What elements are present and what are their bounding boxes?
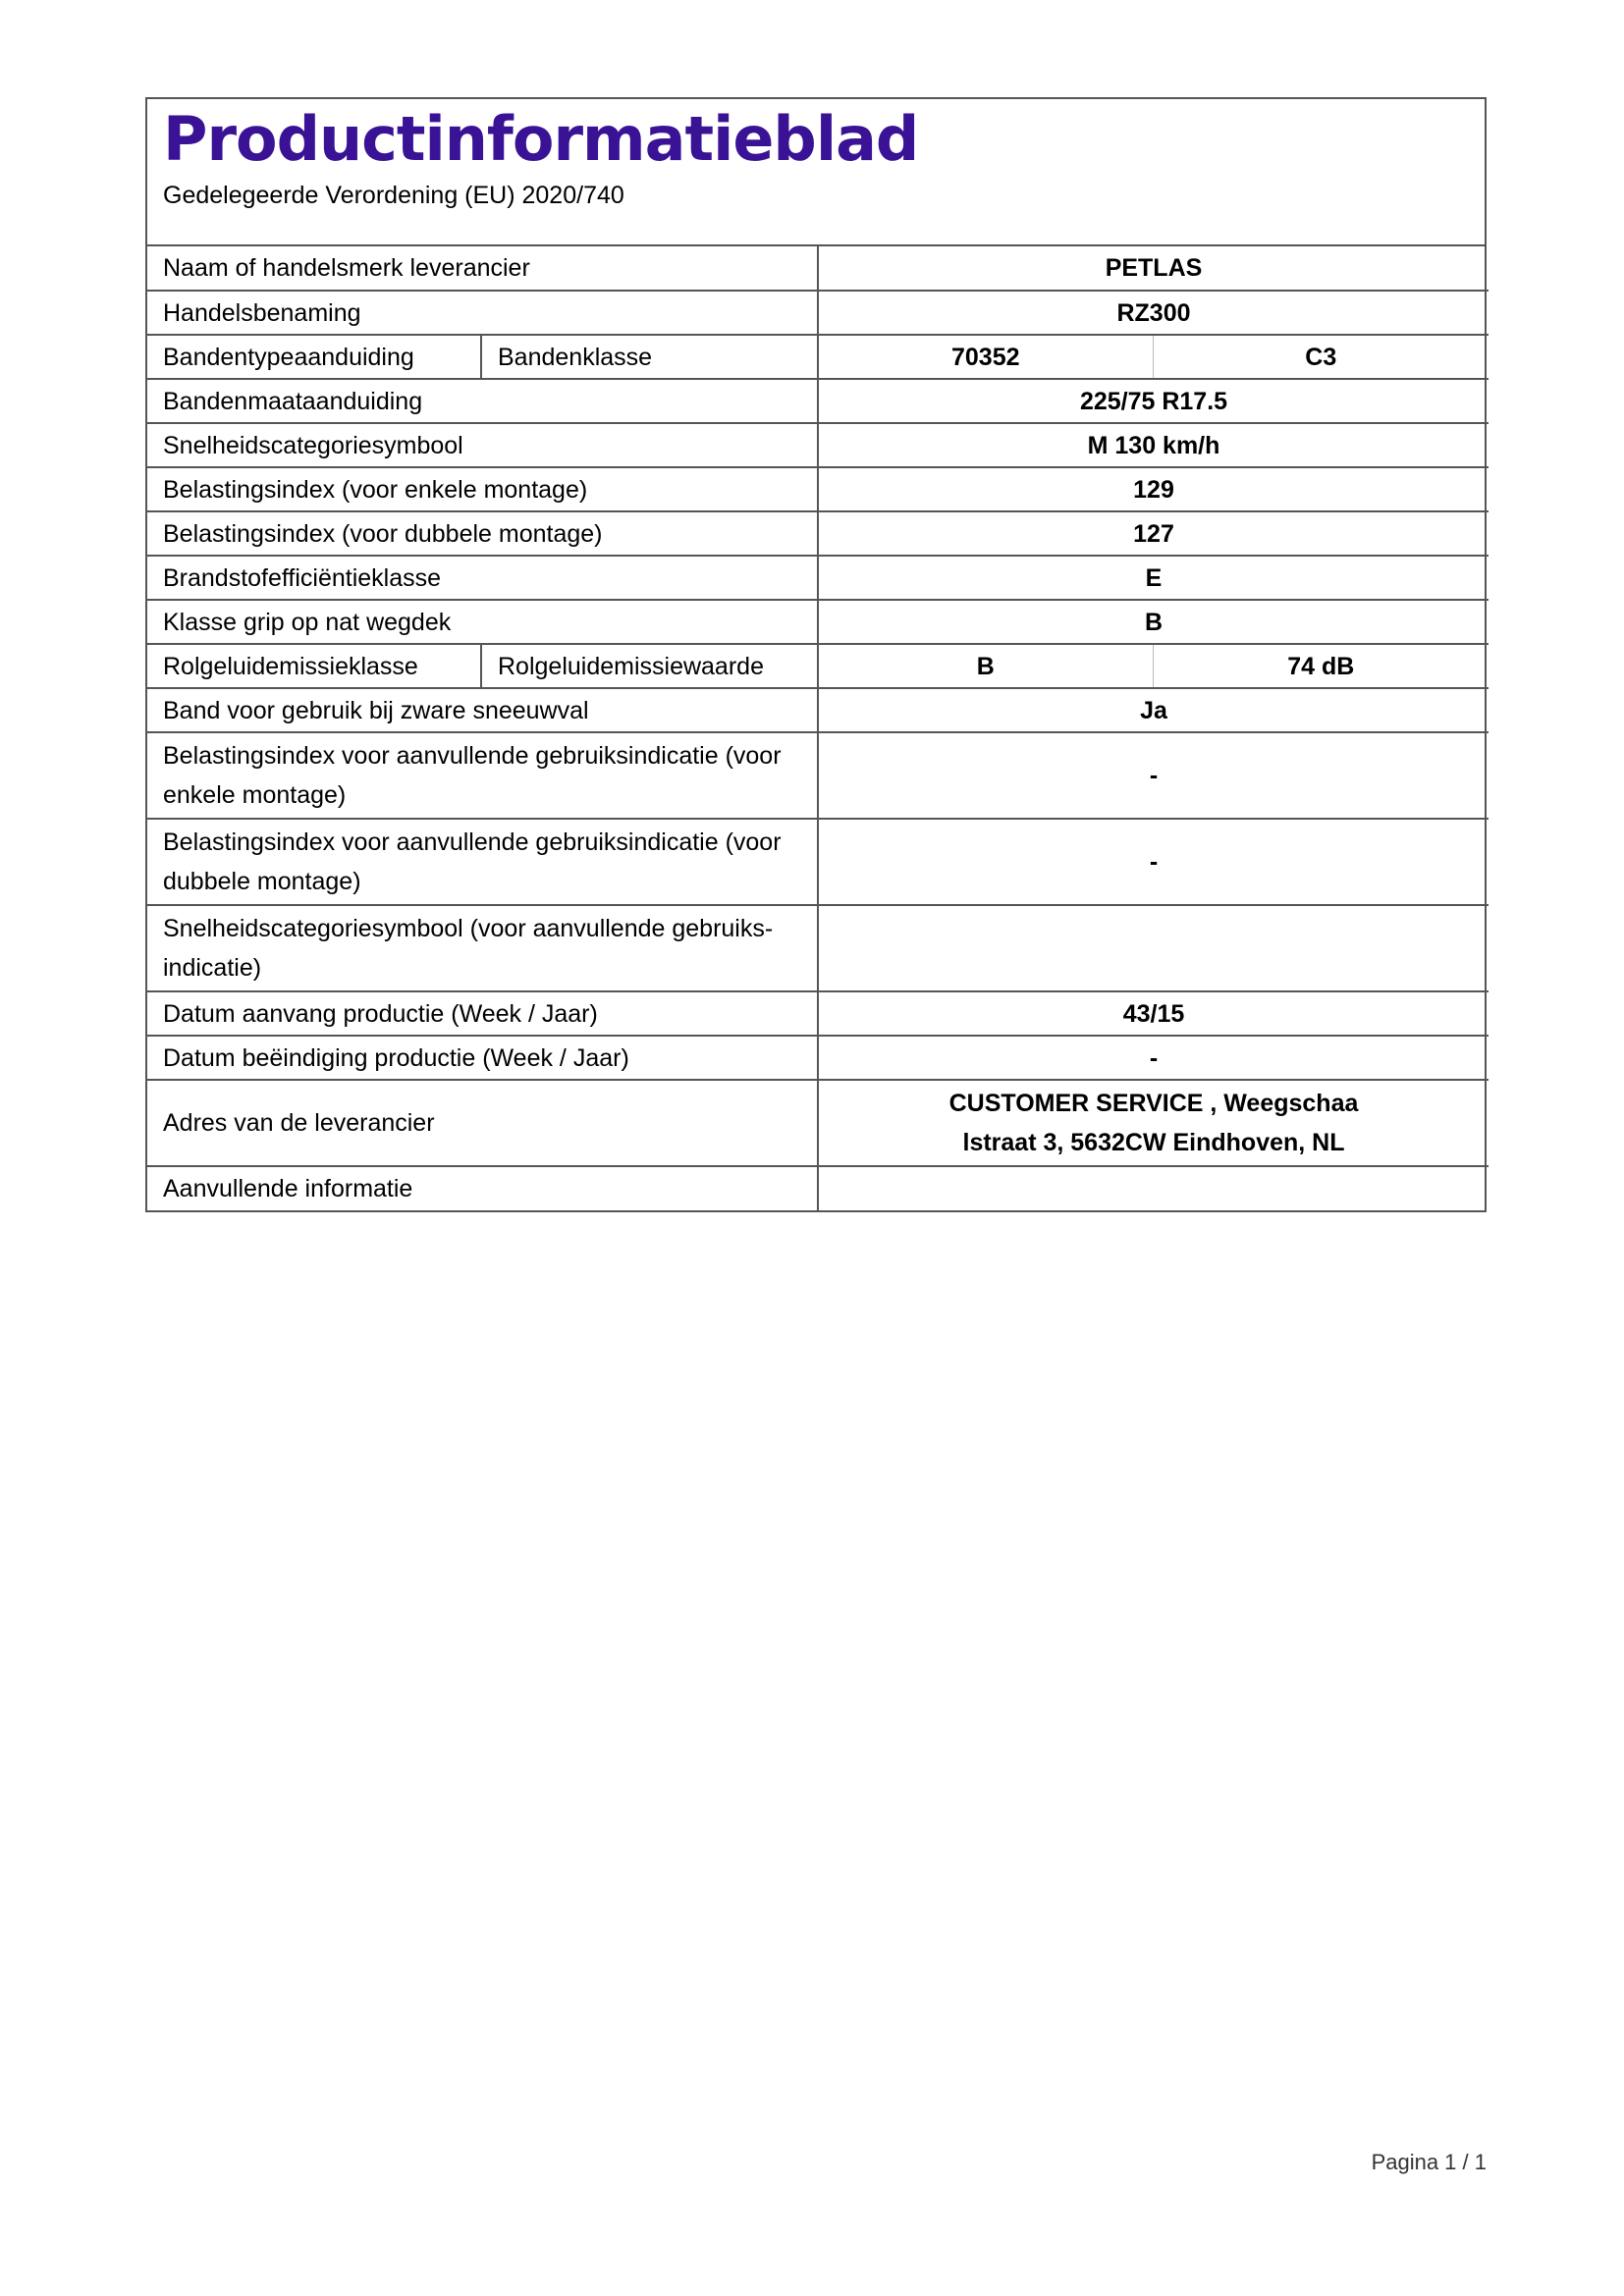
table-row [147, 991, 1489, 1036]
address-value [818, 1080, 1489, 1166]
tyre-size-value: 225/75 R17.5 [818, 379, 1489, 423]
table-row [147, 291, 1489, 335]
speed-category-value: M 130 km/h [818, 423, 1489, 467]
snow-label: Band voor gebruik bij zware sneeuwval [147, 688, 818, 732]
production-end-label: Datum beëindiging productie (Week / Jaar) [147, 1036, 818, 1080]
table-row [147, 1080, 1489, 1166]
tyre-class-label: Bandenklasse [481, 335, 818, 379]
extra-load-dual-label: Belastingsindex voor aanvullende gebruiksindicatie (voor dubbele montage) [147, 819, 818, 905]
table-row [147, 511, 1489, 556]
extra-load-single-label: Belastingsindex voor aanvullende gebruiksindicatie (voor enkele montage) [147, 732, 818, 819]
trade-name-label: Handelsbenaming [147, 291, 818, 335]
table-row [147, 644, 1489, 688]
production-end-value: - [818, 1036, 1489, 1080]
table-row [147, 688, 1489, 732]
speed-category-label: Snelheidscategoriesymbool [147, 423, 818, 467]
load-index-single-label: Belastingsindex (voor enkele montage) [147, 467, 818, 511]
production-start-value: 43/15 [818, 991, 1489, 1036]
table-row [147, 819, 1489, 905]
production-start-label: Datum aanvang productie (Week / Jaar) [147, 991, 818, 1036]
extra-load-single-value: - [818, 732, 1489, 819]
extra-speed-value [818, 905, 1489, 991]
tyre-type-value: 70352 [818, 335, 1153, 379]
table-row [147, 423, 1489, 467]
page-number: Pagina 1 / 1 [1371, 2150, 1487, 2174]
supplier-name-value: PETLAS [818, 246, 1489, 291]
tyre-size-label: Bandenmaataanduiding [147, 379, 818, 423]
noise-value-value: 74 dB [1153, 644, 1489, 688]
noise-class-label: Rolgeluidemissieklasse [147, 644, 481, 688]
noise-value-label: Rolgeluidemissiewaarde [481, 644, 818, 688]
additional-info-value [818, 1166, 1489, 1210]
supplier-name-label: Naam of handelsmerk leverancier [147, 246, 818, 291]
address-line-1: CUSTOMER SERVICE , Weegschaa [948, 1090, 1359, 1117]
snow-value: Ja [818, 688, 1489, 732]
load-index-dual-label: Belastingsindex (voor dubbele montage) [147, 511, 818, 556]
product-info-table [147, 246, 1489, 1210]
table-row [147, 556, 1489, 600]
fuel-class-value: E [818, 556, 1489, 600]
load-index-dual-value: 127 [818, 511, 1489, 556]
extra-load-dual-value: - [818, 819, 1489, 905]
table-row [147, 600, 1489, 644]
fuel-class-label: Brandstofefficiëntieklasse [147, 556, 818, 600]
wet-grip-value: B [818, 600, 1489, 644]
table-row [147, 335, 1489, 379]
table-row [147, 246, 1489, 291]
regulation-subtitle: Gedelegeerde Verordening (EU) 2020/740 [163, 182, 624, 210]
product-information-sheet [145, 97, 1487, 1212]
noise-class-value: B [818, 644, 1153, 688]
table-row [147, 905, 1489, 991]
page-title: Productinformatieblad [163, 103, 919, 175]
extra-speed-label: Snelheidscategoriesymbool (voor aanvullende gebruiks-indicatie) [147, 905, 818, 991]
wet-grip-label: Klasse grip op nat wegdek [147, 600, 818, 644]
load-index-single-value: 129 [818, 467, 1489, 511]
trade-name-value: RZ300 [818, 291, 1489, 335]
table-row [147, 1036, 1489, 1080]
table-row [147, 1166, 1489, 1210]
address-line-2: lstraat 3, 5632CW Eindhoven, NL [962, 1129, 1345, 1156]
sheet-header [147, 99, 1485, 246]
tyre-type-label: Bandentypeaanduiding [147, 335, 481, 379]
table-row [147, 732, 1489, 819]
tyre-class-value: C3 [1153, 335, 1489, 379]
additional-info-label: Aanvullende informatie [147, 1166, 818, 1210]
address-label: Adres van de leverancier [147, 1080, 818, 1166]
table-row [147, 379, 1489, 423]
table-row [147, 467, 1489, 511]
